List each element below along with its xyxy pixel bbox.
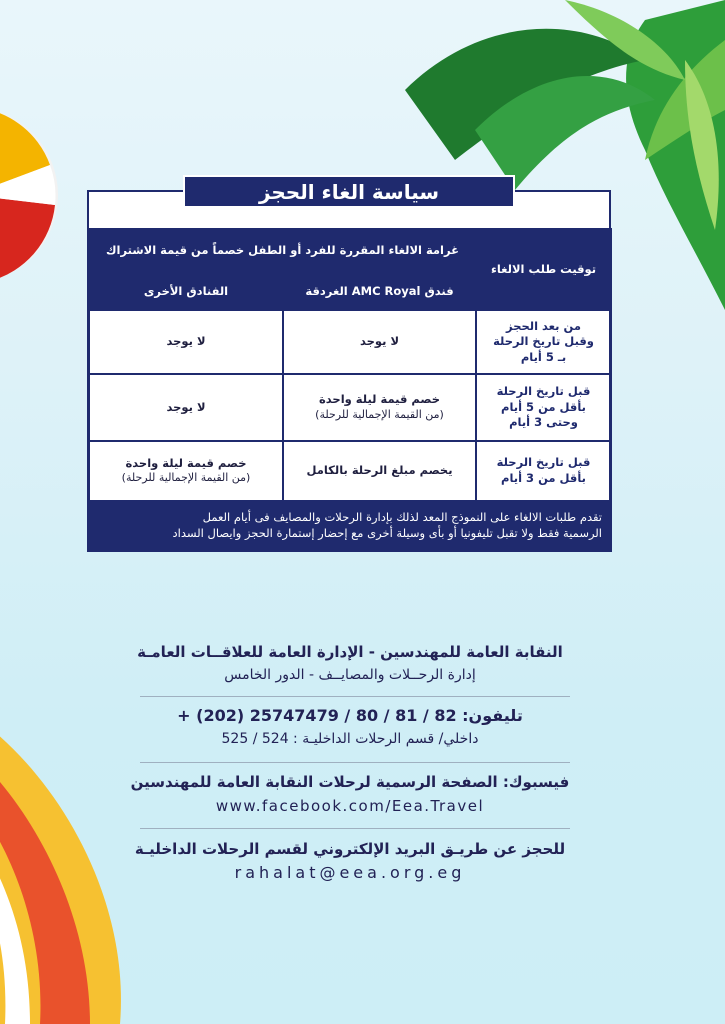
header-timing: توقيت طلب الالغاء xyxy=(476,229,611,310)
email-link[interactable]: rahalat@eea.org.eg xyxy=(234,863,466,882)
row-hotel-amc-fee: لا يوجد xyxy=(283,310,476,374)
phone-numbers: تليفون: 82 / 81 / 80 / 25747479 (202) + xyxy=(177,706,523,725)
divider xyxy=(140,762,570,763)
policy-title: سياسة الغاء الحجز xyxy=(183,175,515,208)
table-row xyxy=(89,374,611,441)
row-timing: قبل تاريخ الرحلة بأقل من 5 أيام وحتى 3 أيام xyxy=(476,374,611,441)
row-other-hotels-fee: لا يوجد xyxy=(89,374,283,441)
row-hotel-amc-fee: يخصم مبلغ الرحلة بالكامل xyxy=(283,441,476,501)
beach-ball-decoration xyxy=(0,105,58,285)
org-name: النقابة العامة للمهندسين - الإدارة العامة للعلاقــات العامـة xyxy=(137,643,563,661)
header-fee-group: غرامة الالغاء المقررة للفرد أو الطفل خصماً من قيمة الاشتراك xyxy=(89,229,476,273)
surfboard-decoration xyxy=(0,700,140,1024)
divider xyxy=(140,828,570,829)
policy-footnote: تقدم طلبات الالغاء على النموذج المعد لذلك بإدارة الرحلات والمصايف فى أيام العمل الرسمية فقط ولا تقبل تليفونيا أو بأى وسيلة أخرى مع إحضار إستمارة الحجز وايصال السداد xyxy=(89,501,611,551)
table-row xyxy=(89,310,611,374)
row-other-hotels-fee: خصم قيمة ليلة واحدة (من القيمة الإجمالية للرحلة) xyxy=(89,441,283,501)
extension-numbers: داخلي/ قسم الرحلات الداخليـة : 524 / 525 xyxy=(221,731,479,747)
row-timing: من بعد الحجز وقبل تاريخ الرحلة بـ 5 أيام xyxy=(476,310,611,374)
facebook-label: فيسبوك: الصفحة الرسمية لرحلات النقابة العامة للمهندسين xyxy=(130,773,570,791)
header-other-hotels: الفنادق الأخرى xyxy=(89,273,283,310)
department-name: إدارة الرحــلات والمصايــف - الدور الخامس xyxy=(224,667,476,683)
row-timing: قبل تاريخ الرحلة بأقل من 3 أيام xyxy=(476,441,611,501)
email-label: للحجز عن طريـق البريد الإلكتروني لقسم الرحلات الداخليـة xyxy=(134,840,566,858)
row-other-hotels-fee: لا يوجد xyxy=(89,310,283,374)
cancellation-policy-table xyxy=(88,228,612,552)
row-hotel-amc-fee: خصم قيمة ليلة واحدة (من القيمة الإجمالية للرحلة) xyxy=(283,374,476,441)
table-row xyxy=(89,441,611,501)
divider xyxy=(140,696,570,697)
header-hotel-amc: فندق AMC Royal الغردقة xyxy=(283,273,476,310)
facebook-link[interactable]: www.facebook.com/Eea.Travel xyxy=(215,797,485,815)
